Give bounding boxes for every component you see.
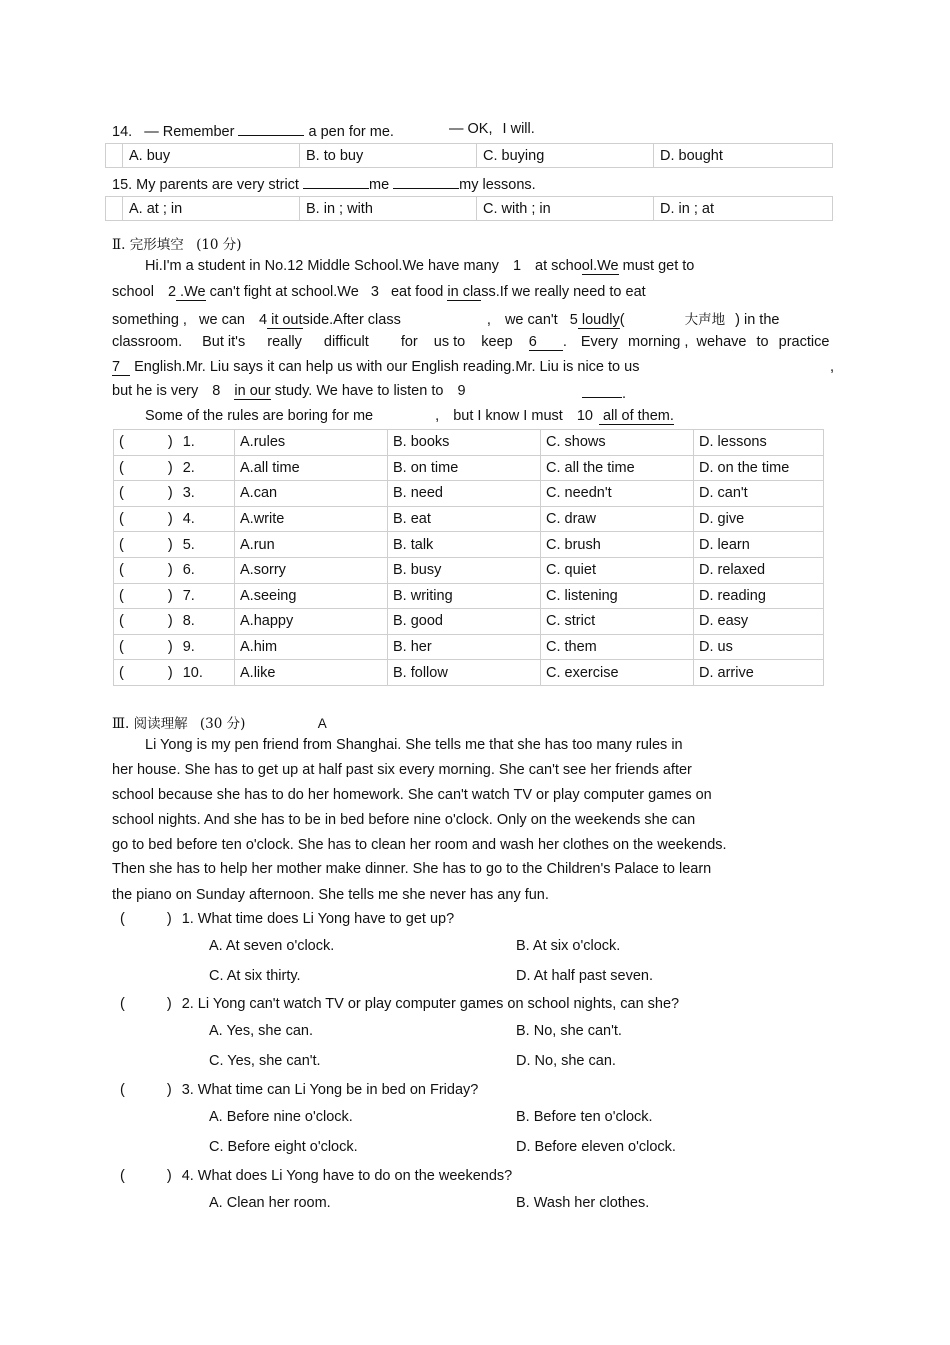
cloze-option-b[interactable]: B. busy — [388, 557, 541, 583]
answer-paren-open: ( — [119, 613, 124, 630]
cloze-item-number: 5. — [182, 536, 195, 553]
cloze-item-number: 2. — [182, 459, 195, 476]
cloze-option-d[interactable]: D. learn — [694, 532, 824, 558]
cloze-option-c[interactable]: C. brush — [541, 532, 694, 558]
answer-paren-close[interactable]: ) — [167, 459, 173, 476]
cloze-item-number: 9. — [182, 639, 195, 656]
cloze-row — [114, 532, 824, 558]
cloze-row-number — [114, 455, 235, 481]
cloze-option-d[interactable]: D. give — [694, 506, 824, 532]
reading-option-c[interactable]: C. Yes, she can't. — [209, 1053, 321, 1069]
cloze-row-number — [114, 660, 235, 686]
reading-line-1: Li Yong is my pen friend from Shanghai. She tells me that she has too many rules in — [145, 737, 683, 753]
cloze-option-d[interactable]: D. can't — [694, 481, 824, 507]
section-3-heading: Ⅲ. 阅读理解 (30 分) A — [112, 716, 327, 732]
q15-blank-1[interactable] — [303, 174, 369, 189]
cloze-row-number — [114, 506, 235, 532]
cloze-option-a[interactable]: A.rules — [235, 430, 388, 456]
answer-paren-close[interactable]: ) — [167, 511, 173, 528]
cloze-option-b[interactable]: B. books — [388, 430, 541, 456]
cloze-row-number — [114, 609, 235, 635]
q15-option-b[interactable]: B. in ; with — [300, 197, 477, 221]
q15-blank-2[interactable] — [393, 174, 459, 189]
cloze-row — [114, 557, 824, 583]
reading-option-a[interactable]: A. Clean her room. — [209, 1195, 331, 1211]
cloze-item-number: 3. — [182, 485, 195, 502]
cloze-option-b[interactable]: B. on time — [388, 455, 541, 481]
q15-options — [105, 196, 833, 221]
cloze-option-a[interactable]: A.sorry — [235, 557, 388, 583]
cloze-line-5-comma: , — [830, 359, 835, 375]
cloze-item-number: 10. — [182, 664, 203, 681]
answer-paren-close[interactable]: ) — [166, 911, 172, 927]
cloze-line-1: Hi.I'm a student in No.12 Middle School.We have many 1 at school.We must get to — [145, 258, 695, 274]
cloze-row — [114, 583, 824, 609]
reading-question-stem — [120, 1082, 478, 1098]
answer-paren-close[interactable]: ) — [167, 536, 173, 553]
section-2-heading: Ⅱ. 完形填空 (10 分) — [112, 237, 242, 253]
cloze-row-number — [114, 557, 235, 583]
q14-options — [105, 143, 833, 168]
cloze-line-5: 7 English.Mr. Liu says it can help us with our English reading.Mr. Liu is nice to us — [112, 359, 640, 375]
cloze-option-c[interactable]: C. all the time — [541, 455, 694, 481]
cloze-row-number — [114, 430, 235, 456]
cloze-option-a[interactable]: A.all time — [235, 455, 388, 481]
answer-paren-close[interactable]: ) — [167, 562, 173, 579]
cloze-option-a[interactable]: A.seeing — [235, 583, 388, 609]
cloze-line-7: Some of the rules are boring for me , but I know I must 10 all of them. — [145, 408, 674, 424]
reading-option-a[interactable]: A. At seven o'clock. — [209, 938, 335, 954]
cloze-option-c[interactable]: C. strict — [541, 609, 694, 635]
cloze-option-a[interactable]: A.happy — [235, 609, 388, 635]
question-text: 1. What time does Li Yong have to get up? — [181, 911, 455, 927]
reading-line-4: school nights. And she has to be in bed before nine o'clock. Only on the weekends she can — [112, 812, 696, 828]
cloze-row — [114, 506, 824, 532]
answer-paren-close[interactable]: ) — [166, 996, 172, 1012]
cloze-item-number: 4. — [182, 511, 195, 528]
cloze-option-a[interactable]: A.like — [235, 660, 388, 686]
reading-option-b[interactable]: B. Wash her clothes. — [516, 1195, 650, 1211]
cloze-option-d[interactable]: D. arrive — [694, 660, 824, 686]
reading-option-d[interactable]: D. Before eleven o'clock. — [516, 1139, 676, 1155]
q14-blank[interactable] — [238, 121, 304, 136]
q14-option-d[interactable]: D. bought — [654, 144, 833, 168]
q14-reply: — OK, I will. — [449, 121, 535, 137]
answer-paren-open: ( — [120, 1168, 125, 1184]
q15-stem: 15. My parents are very strict me my lessons. — [112, 174, 536, 193]
answer-paren-open: ( — [119, 485, 124, 502]
q15-option-c[interactable]: C. with ; in — [477, 197, 654, 221]
cloze-option-b[interactable]: B. follow — [388, 660, 541, 686]
cloze-blank-9: . — [582, 383, 626, 402]
reading-line-3: school because she has to do her homework. She can't watch TV or play computer games on — [112, 787, 712, 803]
cloze-option-d[interactable]: D. easy — [694, 609, 824, 635]
reading-line-5: go to bed before ten o'clock. She has to clean her room and wash her clothes on the weekends. — [112, 837, 727, 853]
answer-paren-close[interactable]: ) — [167, 664, 173, 681]
reading-option-d[interactable]: D. No, she can. — [516, 1053, 616, 1069]
reading-option-b[interactable]: B. At six o'clock. — [516, 938, 621, 954]
answer-paren-open: ( — [119, 587, 124, 604]
question-text: 4. What does Li Yong have to do on the weekends? — [181, 1168, 513, 1184]
answer-paren-close[interactable]: ) — [167, 485, 173, 502]
answer-paren-open: ( — [120, 911, 125, 927]
cloze-row-number — [114, 583, 235, 609]
answer-paren-open: ( — [119, 536, 124, 553]
cloze-option-b[interactable]: B. talk — [388, 532, 541, 558]
question-text: 3. What time can Li Yong be in bed on Friday? — [181, 1082, 479, 1098]
cloze-option-c[interactable]: C. exercise — [541, 660, 694, 686]
cloze-row — [114, 455, 824, 481]
cloze-row-number — [114, 481, 235, 507]
answer-paren-open: ( — [120, 1082, 125, 1098]
reading-question-stem — [120, 1168, 512, 1184]
answer-paren-close[interactable]: ) — [167, 613, 173, 630]
cloze-option-d[interactable]: D. reading — [694, 583, 824, 609]
answer-paren-close[interactable]: ) — [166, 1168, 172, 1184]
reading-option-a[interactable]: A. Before nine o'clock. — [209, 1109, 353, 1125]
q14-stem: 14. — Remember a pen for me. — [112, 121, 394, 140]
cloze-option-b[interactable]: B. eat — [388, 506, 541, 532]
cloze-row-number — [114, 532, 235, 558]
cloze-option-c[interactable]: C. needn't — [541, 481, 694, 507]
cloze-option-c[interactable]: C. listening — [541, 583, 694, 609]
cloze-option-c[interactable]: C. draw — [541, 506, 694, 532]
cloze-option-a[interactable]: A.can — [235, 481, 388, 507]
cloze-line-3: something , we can 4 it outside.After class , we can't 5 loudly( 大声地 ) in the — [112, 312, 780, 328]
reading-line-6: Then she has to help her mother make dinner. She has to go to the Children's Palace to learn — [112, 861, 712, 877]
q14-option-c[interactable]: C. buying — [477, 144, 654, 168]
q14-option-a[interactable]: A. buy — [123, 144, 300, 168]
reading-option-d[interactable]: D. At half past seven. — [516, 968, 654, 984]
cloze-row — [114, 634, 824, 660]
cloze-option-b[interactable]: B. need — [388, 481, 541, 507]
answer-paren-close[interactable]: ) — [167, 587, 173, 604]
cloze-option-c[interactable]: C. quiet — [541, 557, 694, 583]
cloze-option-b[interactable]: B. writing — [388, 583, 541, 609]
cloze-line-4: classroom. But it's really difficult for us to keep 6 . Every morning , wehave to practice — [112, 334, 830, 350]
cloze-row — [114, 660, 824, 686]
cloze-item-number: 8. — [182, 613, 195, 630]
answer-paren-open: ( — [119, 639, 124, 656]
cloze-option-b[interactable]: B. good — [388, 609, 541, 635]
cloze-option-d[interactable]: D. us — [694, 634, 824, 660]
cloze-option-a[interactable]: A.run — [235, 532, 388, 558]
q14-option-b[interactable]: B. to buy — [300, 144, 477, 168]
cloze-row — [114, 430, 824, 456]
cloze-option-a[interactable]: A.him — [235, 634, 388, 660]
answer-paren-open: ( — [119, 459, 124, 476]
reading-option-b[interactable]: B. No, she can't. — [516, 1023, 622, 1039]
answer-paren-open: ( — [120, 996, 125, 1012]
cloze-option-d[interactable]: D. lessons — [694, 430, 824, 456]
cloze-row — [114, 609, 824, 635]
reading-line-2: her house. She has to get up at half past six every morning. She can't see her friends after — [112, 762, 692, 778]
reading-option-a[interactable]: A. Yes, she can. — [209, 1023, 313, 1039]
q15-option-d[interactable]: D. in ; at — [654, 197, 833, 221]
cloze-option-c[interactable]: C. shows — [541, 430, 694, 456]
answer-paren-close[interactable]: ) — [166, 1082, 172, 1098]
reading-question-stem — [120, 911, 454, 927]
reading-option-c[interactable]: C. At six thirty. — [209, 968, 301, 984]
answer-paren-open: ( — [119, 664, 124, 681]
reading-option-c[interactable]: C. Before eight o'clock. — [209, 1139, 358, 1155]
reading-option-b[interactable]: B. Before ten o'clock. — [516, 1109, 653, 1125]
reading-question-stem — [120, 996, 679, 1012]
cloze-options-table — [113, 429, 824, 686]
cloze-row — [114, 481, 824, 507]
cloze-option-d[interactable]: D. on the time — [694, 455, 824, 481]
cloze-item-number: 6. — [182, 562, 195, 579]
q15-option-a[interactable]: A. at ; in — [123, 197, 300, 221]
answer-paren-open: ( — [119, 562, 124, 579]
cloze-option-c[interactable]: C. them — [541, 634, 694, 660]
cloze-item-number: 1. — [182, 434, 195, 451]
reading-line-7: the piano on Sunday afternoon. She tells me she never has any fun. — [112, 887, 549, 903]
answer-paren-open: ( — [119, 511, 124, 528]
question-text: 2. Li Yong can't watch TV or play computer games on school nights, can she? — [181, 996, 680, 1012]
answer-paren-close[interactable]: ) — [167, 639, 173, 656]
blank-9-line[interactable] — [582, 383, 622, 398]
cloze-option-a[interactable]: A.write — [235, 506, 388, 532]
answer-paren-close[interactable]: ) — [167, 434, 173, 451]
cloze-line-6: but he is very 8 in our study. We have to listen to 9 — [112, 383, 466, 399]
cloze-line-2: school 2 .We can't fight at school.We 3 eat food in class.If we really need to eat — [112, 284, 646, 300]
cloze-option-d[interactable]: D. relaxed — [694, 557, 824, 583]
cloze-option-b[interactable]: B. her — [388, 634, 541, 660]
answer-paren-open: ( — [119, 434, 124, 451]
cloze-item-number: 7. — [182, 587, 195, 604]
cloze-row-number — [114, 634, 235, 660]
